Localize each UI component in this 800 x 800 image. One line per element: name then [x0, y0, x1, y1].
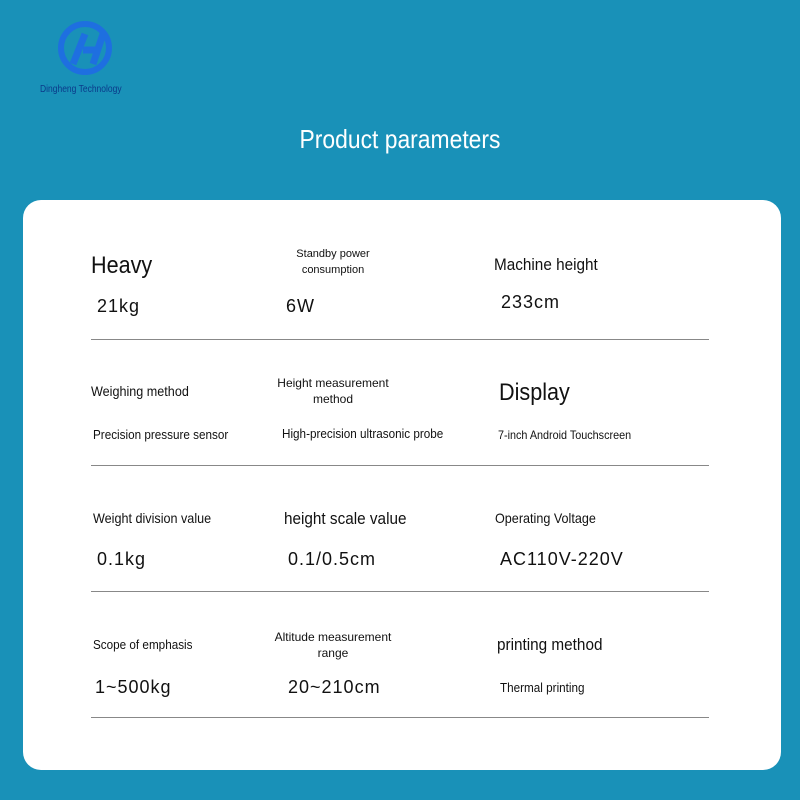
param-value: AC110V-220V — [500, 549, 624, 569]
param-label: Heavy — [91, 252, 153, 279]
param-value: 0.1kg — [97, 549, 147, 569]
param-value: 6W — [286, 296, 315, 316]
param-value: 21kg — [97, 296, 141, 316]
param-row — [91, 465, 709, 592]
brand-name: Dingheng Technology — [40, 84, 122, 95]
param-row — [91, 339, 709, 466]
param-label: Weight division value — [93, 510, 212, 526]
param-value: 233cm — [501, 292, 561, 312]
param-value: 7-inch Android Touchscreen — [498, 428, 632, 442]
logo-icon — [55, 20, 115, 80]
param-value: 20~210cm — [288, 677, 381, 697]
brand-logo — [40, 20, 130, 100]
param-row — [91, 591, 709, 718]
param-label: Standby power consumption — [296, 248, 370, 276]
param-value: Precision pressure sensor — [93, 427, 229, 442]
param-label: height scale value — [284, 509, 407, 528]
param-value: High-precision ultrasonic probe — [282, 426, 444, 441]
param-label: Scope of emphasis — [93, 637, 193, 652]
param-label: Height measurement method — [277, 376, 389, 406]
parameters-card — [23, 200, 781, 770]
param-row — [91, 200, 709, 340]
page-title: Product parameters — [299, 124, 501, 154]
param-label: printing method — [497, 635, 603, 654]
param-label: Machine height — [494, 255, 598, 274]
param-value: Thermal printing — [500, 680, 585, 695]
param-value: 0.1/0.5cm — [288, 549, 377, 569]
param-label: Weighing method — [91, 383, 189, 399]
param-label: Altitude measurement range — [274, 630, 392, 660]
param-label: Operating Voltage — [495, 510, 596, 526]
param-label: Display — [499, 379, 570, 406]
param-value: 1~500kg — [95, 677, 172, 697]
